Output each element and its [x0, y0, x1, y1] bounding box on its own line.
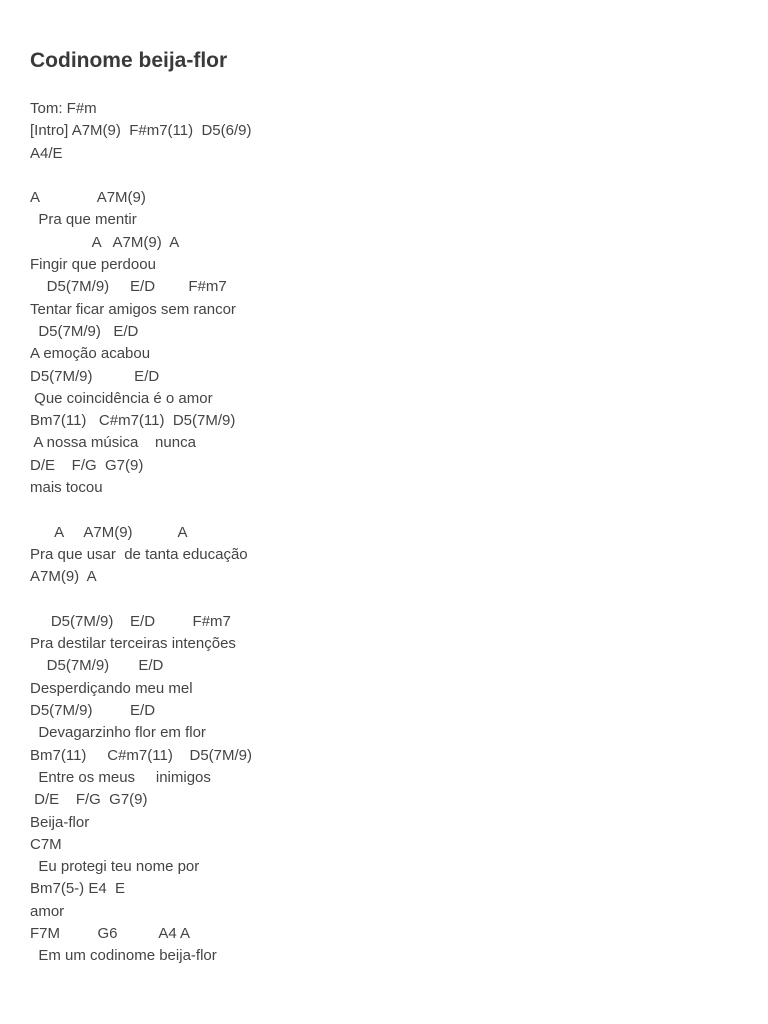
sheet-line: D5(7M/9) E/D — [30, 322, 139, 340]
song-title: Codinome beija-flor — [30, 49, 228, 72]
sheet-line: A nossa música nunca — [30, 434, 196, 452]
sheet-line: A7M(9) A — [30, 568, 97, 586]
sheet-line: D5(7M/9) E/D F#m7 — [30, 612, 231, 630]
sheet-line: D/E F/G G7(9) — [30, 791, 148, 809]
sheet-line: A emoção acabou — [30, 345, 151, 363]
sheet-line: D5(7M/9) E/D — [30, 367, 160, 385]
chord-sheet — [30, 98, 750, 968]
sheet-line: Bm7(11) C#m7(11) D5(7M/9) — [30, 746, 252, 764]
sheet-line: F7M G6 A4 A — [30, 924, 191, 942]
sheet-line: Tentar ficar amigos sem rancor — [30, 300, 236, 318]
sheet-line: Devagarzinho flor em flor — [30, 724, 206, 742]
sheet-line: A A7M(9) — [30, 189, 146, 207]
sheet-line: mais tocou — [30, 479, 103, 497]
sheet-line: [Intro] A7M(9) F#m7(11) D5(6/9) — [30, 122, 252, 140]
sheet-line: A A7M(9) A — [30, 233, 180, 251]
sheet-line: D/E F/G G7(9) — [30, 456, 144, 474]
sheet-line: C7M — [30, 835, 62, 853]
sheet-line: A A7M(9) A — [30, 523, 188, 541]
sheet-line: Eu protegi teu nome por — [30, 858, 200, 876]
sheet-line: amor — [30, 902, 65, 920]
sheet-line: Fingir que perdoou — [30, 256, 156, 274]
sheet-line: D5(7M/9) E/D — [30, 657, 164, 675]
lyrics-page — [30, 46, 750, 968]
sheet-line: Tom: F#m — [30, 100, 97, 117]
sheet-line: Que coincidência é o amor — [30, 389, 213, 407]
sheet-line: Bm7(11) C#m7(11) D5(7M/9) — [30, 412, 236, 430]
blank-line — [30, 589, 750, 611]
sheet-line: Pra destilar terceiras intenções — [30, 635, 236, 653]
sheet-line: Pra que mentir — [30, 211, 137, 229]
sheet-line: Bm7(5-) E4 E — [30, 880, 126, 898]
sheet-line: D5(7M/9) E/D F#m7 — [30, 278, 227, 296]
sheet-line: Desperdiçando meu mel — [30, 679, 193, 697]
sheet-line: D5(7M/9) E/D — [30, 702, 156, 720]
sheet-line: Pra que usar de tanta educação — [30, 545, 248, 563]
sheet-line: Em um codinome beija-flor — [30, 947, 217, 965]
sheet-line: Entre os meus inimigos — [30, 768, 211, 786]
blank-line — [30, 499, 750, 521]
sheet-line: Beija-flor — [30, 813, 90, 831]
blank-line — [30, 165, 750, 187]
sheet-line: A4/E — [30, 144, 63, 162]
